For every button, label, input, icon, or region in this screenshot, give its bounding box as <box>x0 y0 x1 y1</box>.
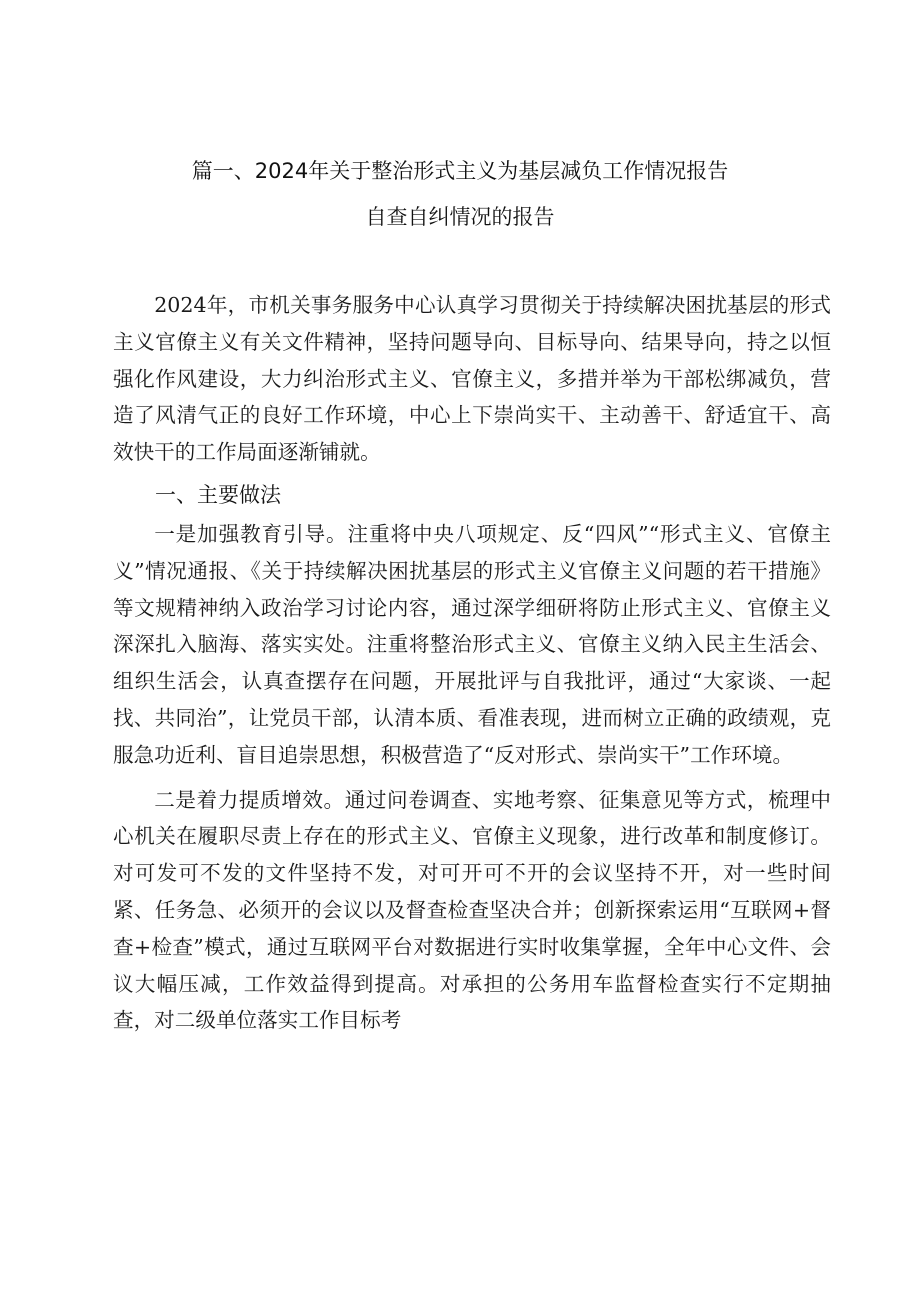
item-one-paragraph: 一是加强教育引导。注重将中央八项规定、反“四风”“形式主义、官僚主义”情况通报、《关于持续解决困扰基层的形式主义官僚主义问题的若干措施》等文规精神纳入政治学习讨论内容，通过深学细研将防止形式主义、官僚主义深深扎入脑海、落实实处。注重将整治形式主义、官僚主义纳入民主生活会、组织生活会，认真查摆存在问题，开展批评与自我批评，通过“大家谈、一起找、共同治”，让党员干部，认清本质、看准表现，进而树立正确的政绩观，克服急功近利、盲目追崇思想，积极营造了“反对形式、崇尚实干”工作环境。 <box>113 521 831 767</box>
document-title-line-2: 自查自纠情况的报告 <box>365 205 555 229</box>
document-title-line-1: 篇一、2024年关于整治形式主义为基层减负工作情况报告 <box>191 159 729 183</box>
section-heading: 一、主要做法 <box>155 482 281 507</box>
item-two-paragraph: 二是着力提质增效。通过问卷调查、实地考察、征集意见等方式，梳理中心机关在履职尽责上存在的形式主义、官僚主义现象，进行改革和制度修订。对可发可不发的文件坚持不发，对可开可不开的会议坚持不开，对一些时间紧、任务急、必须开的会议以及督查检查坚决合并；创新探索运用“互联网+督查+检查”模式，通过互联网平台对数据进行实时收集掌握，全年中心文件、会议大幅压减，工作效益得到提高。对承担的公务用车监督检查实行不定期抽查，对二级单位落实工作目标考 <box>113 787 831 1033</box>
document-body <box>113 287 831 1039</box>
intro-paragraph: 2024年，市机关事务服务中心认真学习贯彻关于持续解决困扰基层的形式主义官僚主义有关文件精神，坚持问题导向、目标导向、结果导向，持之以恒强化作风建设，大力纠治形式主义、官僚主义，多措并举为干部松绑减负，营造了风清气正的良好工作环境，中心上下崇尚实干、主动善干、舒适宜干、高效快干的工作局面逐渐铺就。 <box>113 293 831 465</box>
